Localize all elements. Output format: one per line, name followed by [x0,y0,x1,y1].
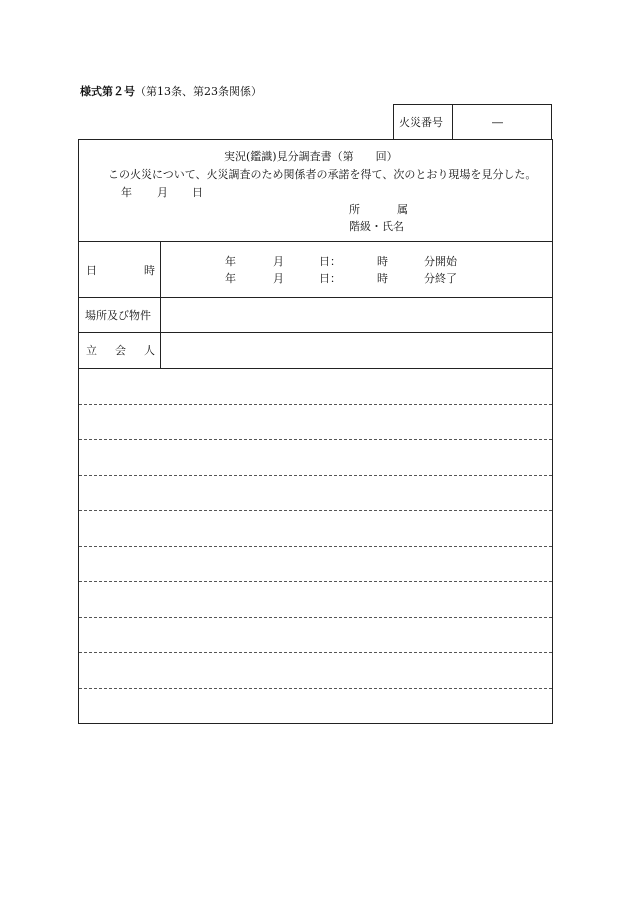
end-hour[interactable]: 時 [377,272,388,285]
notes-line [79,581,552,582]
fire-number-divider [452,104,453,140]
place-input[interactable] [161,298,552,332]
notes-line [79,652,552,653]
affiliation-label-2: 属 [397,203,408,216]
statement-date-year[interactable]: 年 [121,186,132,199]
form-number: 様式第２号 [80,85,135,98]
notes-line [79,404,552,405]
start-month[interactable]: 月 [273,255,284,268]
notes-line [79,475,552,476]
rank-name-label: 階級・氏名 [349,220,404,233]
statement-date-month[interactable]: 月 [157,186,168,199]
fire-number-label: 火災番号 [399,116,443,129]
fire-number-value[interactable]: ― [492,116,503,129]
notes-line [79,510,552,511]
start-day[interactable]: 日： [319,255,341,268]
end-year[interactable]: 年 [225,272,236,285]
witness-label-3: 人 [144,344,155,357]
end-day[interactable]: 日： [319,272,341,285]
end-month[interactable]: 月 [273,272,284,285]
statement-title: 実況(鑑識)見分調査書（第 回） [224,150,398,163]
affiliation-label-1: 所 [349,203,360,216]
form-title [80,83,262,99]
form-reference: （第13条、第23条関係） [135,85,262,98]
statement-date-day[interactable]: 日 [192,186,203,199]
witness-label-2: 会 [115,344,126,357]
witness-label-1: 立 [86,344,97,357]
start-minute[interactable]: 分開始 [424,255,457,268]
place-label: 場所及び物件 [85,309,151,322]
end-minute[interactable]: 分終了 [424,272,457,285]
datetime-label-2: 時 [144,264,155,277]
witness-input[interactable] [161,333,552,368]
start-year[interactable]: 年 [225,255,236,268]
row-divider-datetime-top [78,241,553,242]
statement-body: この火災について、火災調査のため関係者の承諾を得て、次のとおり現場を見分した。 [108,168,537,181]
notes-line [79,617,552,618]
notes-line [79,688,552,689]
start-hour[interactable]: 時 [377,255,388,268]
notes-line [79,439,552,440]
datetime-label-1: 日 [86,264,97,277]
notes-line [79,546,552,547]
